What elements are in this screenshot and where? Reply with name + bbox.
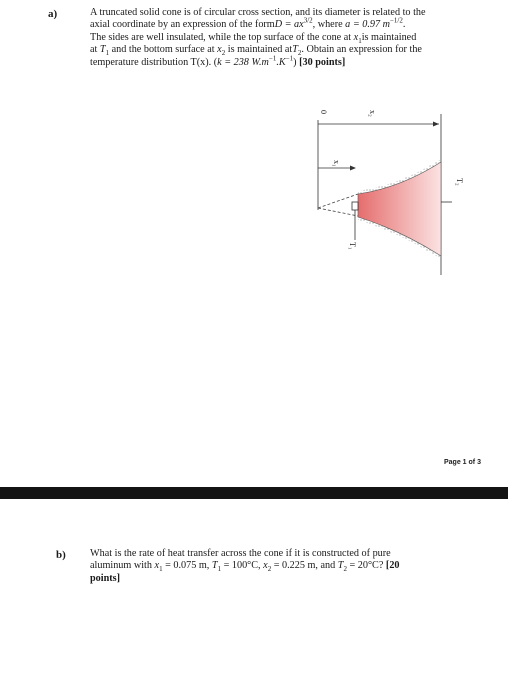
part-a-label: a) [48, 8, 58, 20]
part-b-label: b) [56, 549, 66, 561]
part-a-line-5: temperature distribution T(x). (k = 238 $W.m^{-1}.K^{-1}$) [30 points] [90, 54, 346, 68]
part-a-line-3: The sides are well insulated, while the top surface of the cone at $x_1is$ maintained [90, 31, 417, 45]
x2-label: x₂ [368, 110, 377, 117]
cone-body [358, 162, 441, 256]
origin-label: 0 [319, 110, 328, 114]
part-b-line-1: What is the rate of heat transfer across the cone if it is constructed of pure [90, 548, 391, 559]
part-a-text [90, 7, 488, 69]
page-two [0, 499, 508, 700]
part-b-line-2: aluminum with $x_1 = 0.075$ m, $T_1 = 100^\circ C$, $x_2 = 0.225$ m, and $T_2 = 20^\circ C$? [20 [90, 560, 400, 574]
x1-label: x₁ [332, 160, 341, 167]
x1-arrowhead [350, 166, 356, 171]
part-a-line-2: axial coordinate by an expression of the formD = $ax^{3/2}$, where a = 0.97 $m^{-1/2}$. [90, 17, 406, 31]
x2-arrowhead [433, 122, 439, 127]
part-a-line-1: A truncated solid cone is of circular cross section, and its diameter is related to the [90, 7, 426, 18]
t2-label: T₂ [455, 178, 464, 186]
part-b-line-3: points] [90, 572, 121, 584]
part-a-line-4: at $T_1$ and the bottom surface at $x_2$ is maintained atT$_2$. Obtain an expression for the [90, 44, 422, 58]
part-b-text [90, 548, 488, 585]
page-number: Page 1 of 3 [444, 459, 481, 466]
truncated-cone-figure [0, 90, 508, 390]
top-face-box [352, 202, 358, 210]
page-divider [0, 487, 508, 499]
t1-label: T₁ [348, 242, 357, 250]
